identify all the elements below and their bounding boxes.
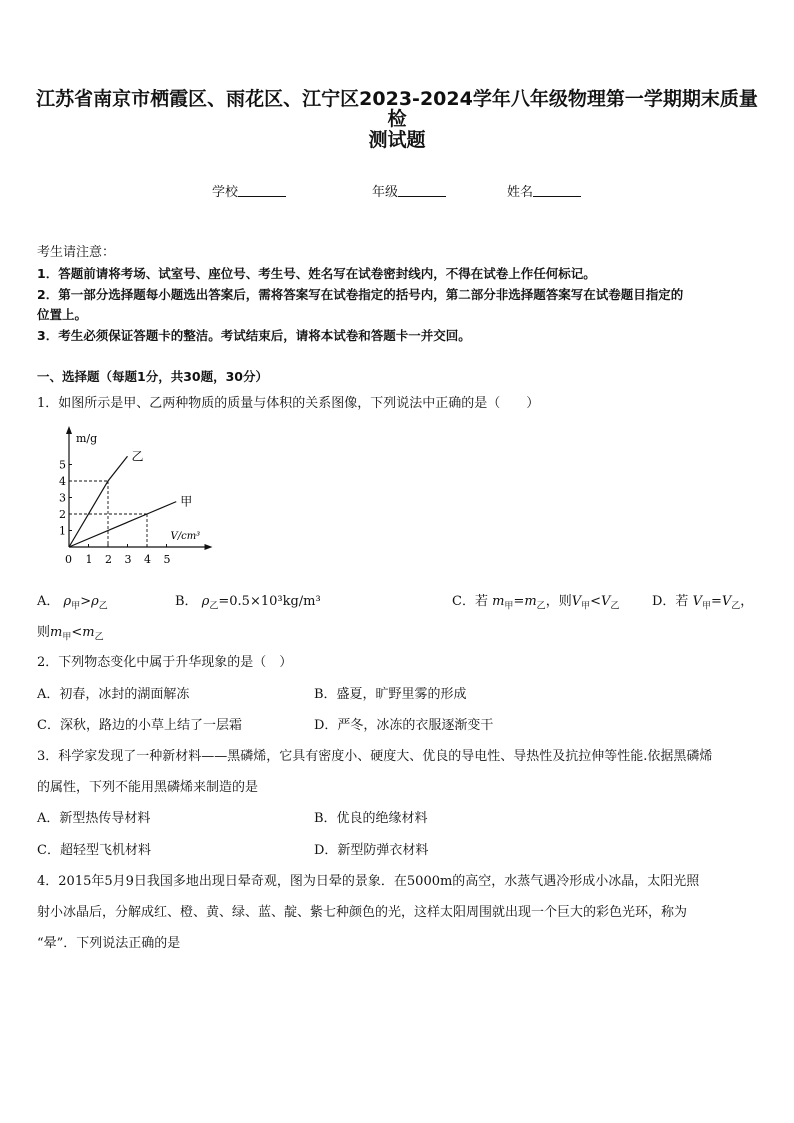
q1-d-m1: m	[50, 625, 63, 640]
q1-b-text: =0.5×10³kg/m³	[218, 594, 321, 609]
x-tick-label: 2	[105, 553, 112, 566]
series-line-yi	[69, 456, 128, 547]
q1-c-mid: ，则	[545, 594, 572, 609]
q1-stem: 1．如图所示是甲、乙两种物质的质量与体积的关系图像，下列说法中正确的是（ ）	[37, 396, 540, 411]
notice-item-3: 3．考生必须保证答题卡的整洁。考试结束后，请将本试卷和答题卡一并交回。	[37, 328, 471, 343]
mass-volume-chart	[56, 426, 236, 571]
q1-b-prefix: B．	[175, 594, 198, 609]
q1-c-sub4: 乙	[610, 601, 620, 612]
exam-title-line-1: 江苏省南京市栖霞区、雨花区、江宁区2023-2024学年八年级物理第一学期期末质量检	[36, 88, 758, 130]
notice-item-2-cont: 位置上。	[37, 307, 88, 322]
q2-option-c[interactable]: C．深秋，路边的小草上结了一层霜	[37, 718, 242, 733]
y-axis-arrow	[66, 426, 72, 434]
q1-a-rho1: ρ	[63, 594, 72, 609]
name-label: 姓名	[507, 185, 534, 200]
x-tick-label: 0	[65, 553, 72, 566]
q1-c-m2: m	[524, 594, 537, 609]
y-tick-label: 4	[59, 475, 66, 488]
q1-a-prefix: A．	[37, 594, 60, 609]
q3-stem-line-1: 3．科学家发现了一种新材料——黑磷烯，它具有密度小、硬度大、优良的导电性、导热性及抗拉伸等性能.依据黑磷烯	[37, 749, 713, 764]
q1-option-d[interactable]	[652, 593, 753, 616]
notice-heading: 考生请注意：	[37, 245, 116, 260]
q3-stem-line-2: 的属性，下列不能用黑磷烯来制造的是	[37, 780, 259, 795]
q1-option-d-cont	[37, 624, 104, 647]
q1-d-lt: <	[71, 625, 83, 640]
series-label-yi: 乙	[131, 449, 144, 464]
q1-d-tail: 则	[37, 625, 51, 640]
q1-a-rho2: ρ	[91, 594, 99, 609]
notice-item-1: 1．答题前请将考场、试室号、座位号、考生号、姓名写在试卷密封线内，不得在试卷上作任何标记。	[37, 266, 596, 281]
q1-b-rho: ρ	[201, 594, 210, 609]
y-tick-label: 3	[59, 491, 66, 505]
series-line-jia	[69, 502, 176, 547]
q1-d-m2: m	[82, 625, 95, 640]
q1-d-sub1: 甲	[701, 601, 711, 612]
q1-d-sub3: 甲	[62, 632, 72, 643]
school-label: 学校	[212, 185, 239, 200]
exam-title-line-2: 测试题	[368, 129, 426, 151]
q1-d-prefix: D．若	[652, 594, 689, 609]
q1-c-eq: =	[513, 594, 525, 609]
y-tick-label: 5	[59, 458, 66, 472]
q4-stem-line-2: 射小冰晶后，分解成红、橙、黄、绿、蓝、靛、紫七种颜色的光，这样太阳周围就出现一个巨大的彩色光环，称为	[37, 905, 688, 920]
q1-c-sub1: 甲	[504, 601, 514, 612]
q2-stem: 2．下列物态变化中属于升华现象的是（ ）	[37, 655, 293, 670]
q1-c-prefix: C．若	[452, 594, 488, 609]
x-tick-label: 1	[85, 553, 93, 566]
y-axis-label: m/g	[76, 432, 98, 445]
q1-c-lt: <	[590, 594, 602, 609]
x-tick-label: 4	[144, 553, 151, 566]
q1-c-m1: m	[492, 594, 505, 609]
q1-a-op: >	[80, 594, 92, 609]
q1-c-v2: V	[601, 594, 611, 609]
q3-option-a[interactable]: A．新型热传导材料	[37, 811, 151, 826]
q1-d-eq: =	[710, 594, 722, 609]
q1-option-c[interactable]	[452, 593, 619, 616]
q3-option-c[interactable]: C．超轻型飞机材料	[37, 843, 151, 858]
q4-stem-line-1: 4．2015年5月9日我国多地出现日晕奇观，图为日晕的景象．在5000m的高空，水蒸气遇冷形成小冰晶，太阳光照	[37, 874, 700, 889]
q1-d-sub2: 乙	[731, 601, 741, 612]
school-field	[212, 181, 286, 200]
y-tick-label: 1	[59, 524, 66, 538]
q1-a-sub2: 乙	[98, 601, 108, 612]
q2-option-d[interactable]: D．严冬，冰冻的衣服逐渐变干	[314, 718, 494, 733]
y-tick-label: 2	[59, 508, 66, 521]
section-heading: 一、选择题（每题1分，共30题，30分）	[37, 369, 268, 384]
grade-blank[interactable]	[398, 184, 446, 197]
q1-c-v1: V	[571, 594, 582, 609]
q1-d-mid: ，	[740, 594, 754, 609]
series-label-jia: 甲	[180, 494, 193, 509]
school-blank[interactable]	[238, 184, 286, 197]
q1-d-v2: V	[721, 594, 732, 609]
grade-field	[372, 181, 446, 200]
x-axis-label: V/cm³	[170, 531, 201, 542]
notice-item-2: 2．第一部分选择题每小题选出答案后，需将答案写在试卷指定的括号内，第二部分非选择题答案写在试卷题目指定的	[37, 287, 684, 302]
name-field	[507, 181, 581, 200]
x-tick-label: 3	[124, 553, 132, 566]
grade-label: 年级	[372, 185, 399, 200]
q1-a-sub1: 甲	[71, 601, 81, 612]
q1-c-sub3: 甲	[581, 601, 591, 612]
q4-stem-line-3: “晕”．下列说法正确的是	[37, 936, 181, 951]
q1-option-a[interactable]	[37, 593, 108, 616]
q1-d-v1: V	[692, 594, 702, 609]
q3-option-d[interactable]: D．新型防弹衣材料	[314, 843, 429, 858]
q3-option-b[interactable]: B．优良的绝缘材料	[314, 811, 428, 826]
q1-d-sub4: 乙	[94, 632, 104, 643]
q1-c-sub2: 乙	[536, 601, 546, 612]
name-blank[interactable]	[533, 184, 581, 197]
x-axis-arrow	[205, 544, 213, 550]
q2-option-b[interactable]: B．盛夏，旷野里雾的形成	[314, 687, 467, 702]
x-tick-label: 5	[163, 553, 171, 566]
q1-option-b[interactable]	[175, 593, 321, 616]
q2-option-a[interactable]: A．初春，冰封的湖面解冻	[37, 687, 190, 702]
q1-b-sub: 乙	[209, 601, 219, 612]
